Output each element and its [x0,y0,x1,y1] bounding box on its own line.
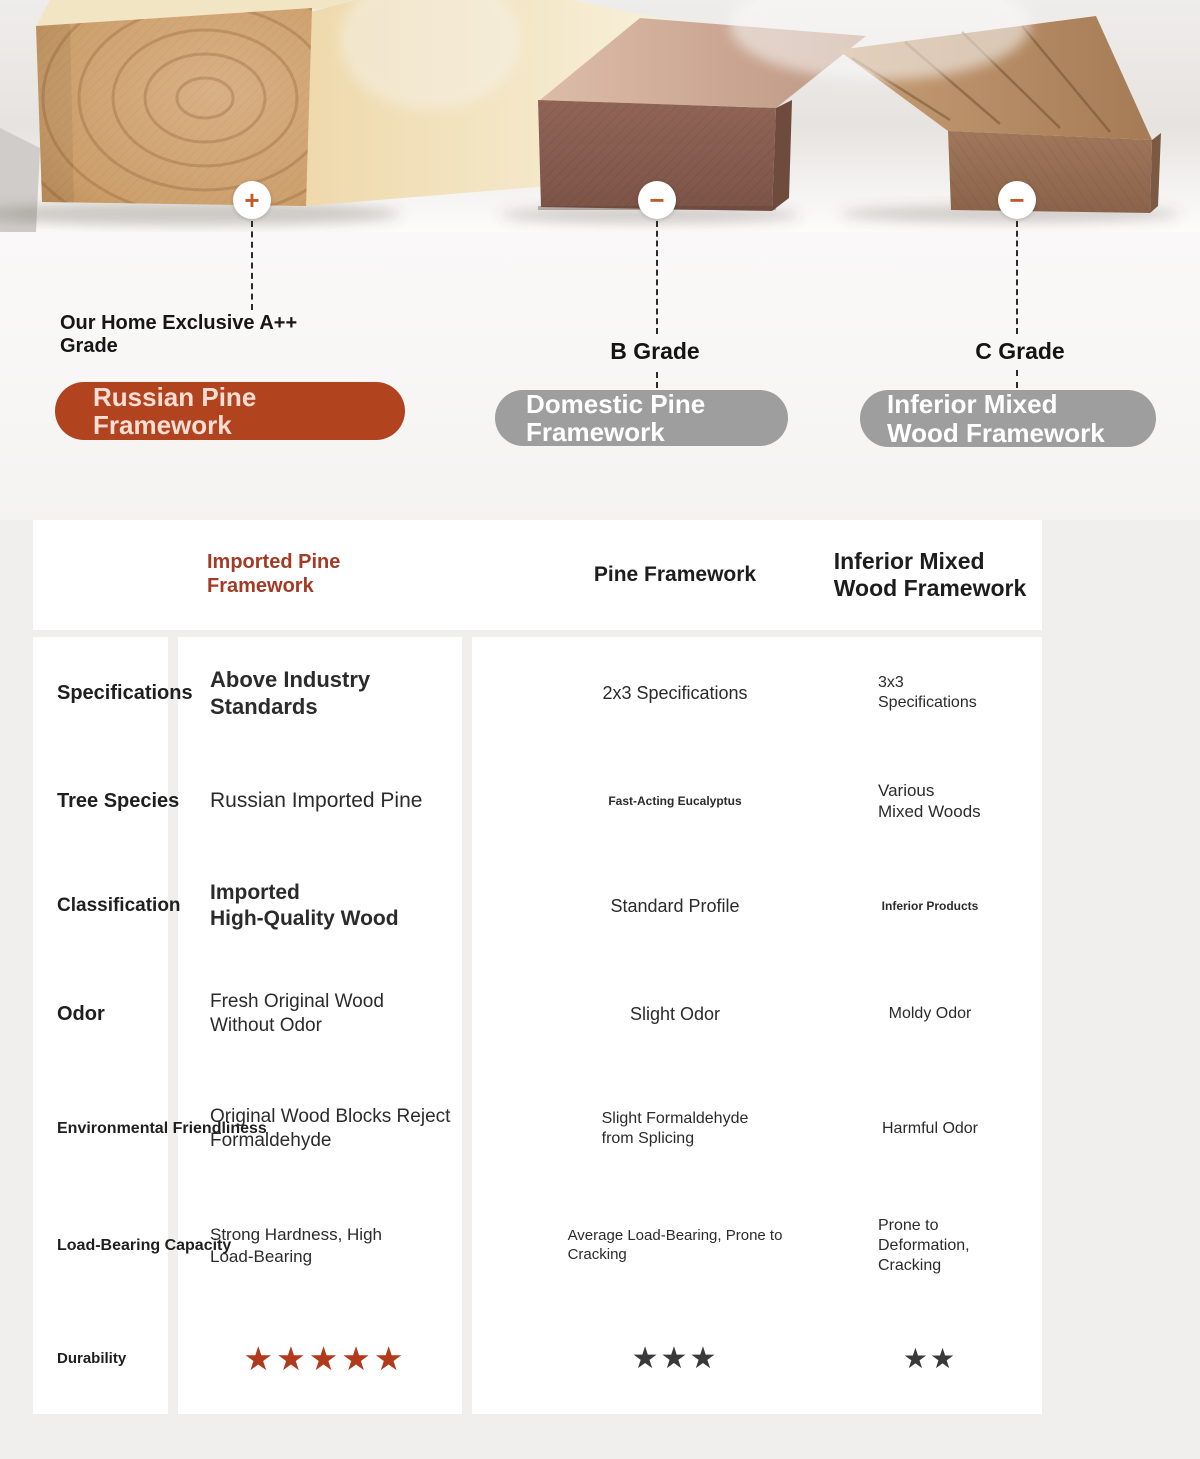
table-row-specifications [33,637,1042,749]
pill-line: Inferior Mixed [887,389,1058,420]
dashed-connector [251,221,253,310]
dashed-connector [1016,221,1018,334]
cell-imported: Fresh Original Wood Without Odor [210,991,384,1036]
table-row-odor [33,959,1042,1069]
pill-line: Framework [526,417,665,447]
cell-imported: Original Wood Blocks Reject Formaldehyde [210,1105,451,1151]
cell-pine: Slight Odor [629,1003,721,1024]
row-label: Specifications [57,681,193,704]
row-label: Load-Bearing Capacity [57,1236,232,1254]
cell-imported: Russian Imported Pine [210,788,423,812]
row-label: Tree Species [57,789,180,812]
column-header-pine: Pine Framework [593,563,757,586]
durability-stars-pine [472,1303,878,1414]
header-line: Inferior Mixed [833,548,985,575]
cell-pine: 2x3 Specifications [602,682,748,703]
table-row-load-bearing [33,1188,1042,1303]
pill-domestic-pine-framework [495,390,788,446]
row-label: Classification [57,895,181,916]
pill-line: Framework [93,410,232,440]
plus-marker-icon: + [233,181,271,219]
pill-line: Domestic Pine [526,388,706,419]
row-label: Environmental Friendliness [57,1119,267,1137]
cell-imported: Above Industry Standards [210,666,371,719]
cell-inferior: Prone to Deformation, Cracking [878,1216,970,1274]
minus-marker-icon: − [638,181,676,219]
table-body [33,637,1042,1414]
table-row-environmental [33,1069,1042,1188]
cell-inferior: Inferior Products [881,898,979,913]
pill-russian-pine-framework [55,382,405,440]
row-label: Odor [57,1002,105,1025]
comparison-table-section [0,520,1200,1459]
cell-pine: Fast-Acting Eucalyptus [608,793,742,808]
durability-stars-inferior [878,1303,982,1414]
cell-imported: Imported High-Quality Wood [210,880,399,930]
star-rating-icon: ★★★ [631,1342,719,1375]
cell-pine: Average Load-Bearing, Prone to Cracking [567,1226,783,1263]
durability-stars-imported [178,1303,472,1414]
cell-inferior: Various Mixed Woods [878,780,981,821]
column-header-inferior-mixed [833,548,1027,601]
cell-pine: Slight Formaldehyde from Splicing [601,1109,749,1147]
dashed-connector [656,221,658,334]
table-row-tree-species [33,749,1042,853]
pill-line: Russian Pine [93,381,257,412]
grade-label-line: Our Home Exclusive A++ [60,312,298,334]
column-header-imported-pine [178,551,472,598]
grade-label-c: C Grade [975,338,1065,364]
cell-pine: Standard Profile [610,895,740,916]
row-label: Durability [57,1350,127,1367]
star-rating-icon: ★★★★★ [243,1340,407,1377]
header-line: Imported Pine [207,551,341,574]
table-row-classification [33,853,1042,959]
cell-imported: Strong Hardness, High Load-Bearing [210,1225,382,1266]
pill-line: Wood Framework [887,417,1105,448]
cell-inferior: 3x3 Specifications [878,674,977,711]
header-line: Wood Framework [833,575,1027,601]
grade-label-line: Grade [60,335,118,358]
minus-marker-icon: − [998,181,1036,219]
table-row-durability [33,1303,1042,1414]
pill-inferior-mixed-framework [860,390,1156,447]
star-rating-icon: ★★ [902,1343,958,1374]
dashed-connector [656,372,658,388]
cell-inferior: Harmful Odor [881,1119,979,1137]
header-line: Framework [207,575,314,597]
cell-inferior: Moldy Odor [888,1005,972,1022]
dashed-connector [1016,370,1018,388]
table-header-row [33,520,1042,630]
grade-label-app [60,312,360,358]
grade-label-b: B Grade [610,338,700,364]
hero-section [0,0,1200,520]
